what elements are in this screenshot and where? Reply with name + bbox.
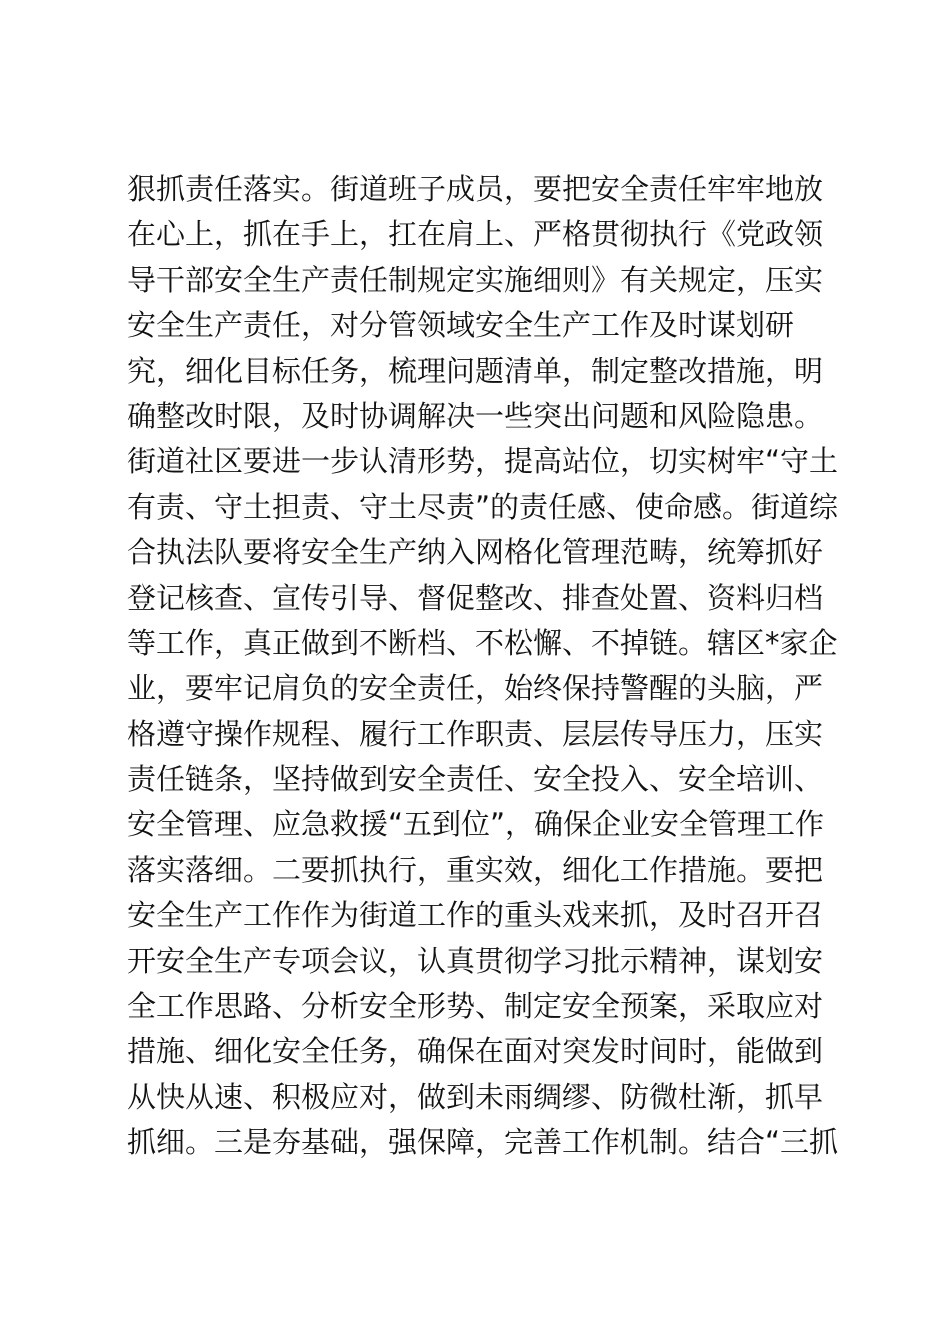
- text-line: 狠抓责任落实。街道班子成员，要把安全责任牢牢地放: [127, 172, 824, 206]
- text-line: 责任链条，坚持做到安全责任、安全投入、安全培训、: [127, 762, 824, 797]
- text-line: 有责、守土担责、守土尽责”的责任感、使命感。街道综: [127, 489, 839, 524]
- text-line: 安全生产工作作为街道工作的重头戏来抓，及时召开召: [127, 898, 824, 933]
- text-line: 落实落细。二要抓执行，重实效，细化工作措施。要把: [127, 852, 824, 887]
- text-line: 确整改时限，及时协调解决一些突出问题和风险隐患。: [127, 398, 824, 433]
- text-line: 合执法队要将安全生产纳入网格化管理范畴，统筹抓好: [127, 535, 824, 570]
- text-line: 业，要牢记肩负的安全责任，始终保持警醒的头脑，严: [127, 671, 824, 706]
- text-line: 全工作思路、分析安全形势、制定安全预案，采取应对: [127, 989, 824, 1024]
- text-line: 抓细。三是夯基础，强保障，完善工作机制。结合“三抓: [127, 1125, 839, 1160]
- text-line: 登记核查、宣传引导、督促整改、排查处置、资料归档: [127, 580, 824, 615]
- text-line: 措施、细化安全任务，确保在面对突发时间时，能做到: [127, 1034, 824, 1069]
- text-line: 在心上，抓在手上，扛在肩上、严格贯彻执行《党政领: [127, 217, 824, 252]
- text-line: 导干部安全生产责任制规定实施细则》有关规定，压实: [127, 262, 824, 297]
- text-line: 从快从速、积极应对，做到未雨绸缪、防微杜渐，抓早: [127, 1079, 824, 1114]
- body-text: [127, 167, 837, 1166]
- text-line: 安全管理、应急救援“五到位”，确保企业安全管理工作: [127, 807, 825, 842]
- text-line: 究，细化目标任务，梳理问题清单，制定整改措施，明: [127, 353, 824, 388]
- text-line: 格遵守操作规程、履行工作职责、层层传导压力，压实: [127, 716, 824, 751]
- text-line: 开安全生产专项会议，认真贯彻学习批示精神，谋划安: [127, 943, 824, 978]
- text-line: 安全生产责任，对分管领域安全生产工作及时谋划研: [127, 308, 795, 343]
- text-line: 等工作，真正做到不断档、不松懈、不掉链。辖区*家企: [127, 625, 838, 660]
- text-line: 街道社区要进一步认清形势，提高站位，切实树牢“守土: [127, 444, 839, 479]
